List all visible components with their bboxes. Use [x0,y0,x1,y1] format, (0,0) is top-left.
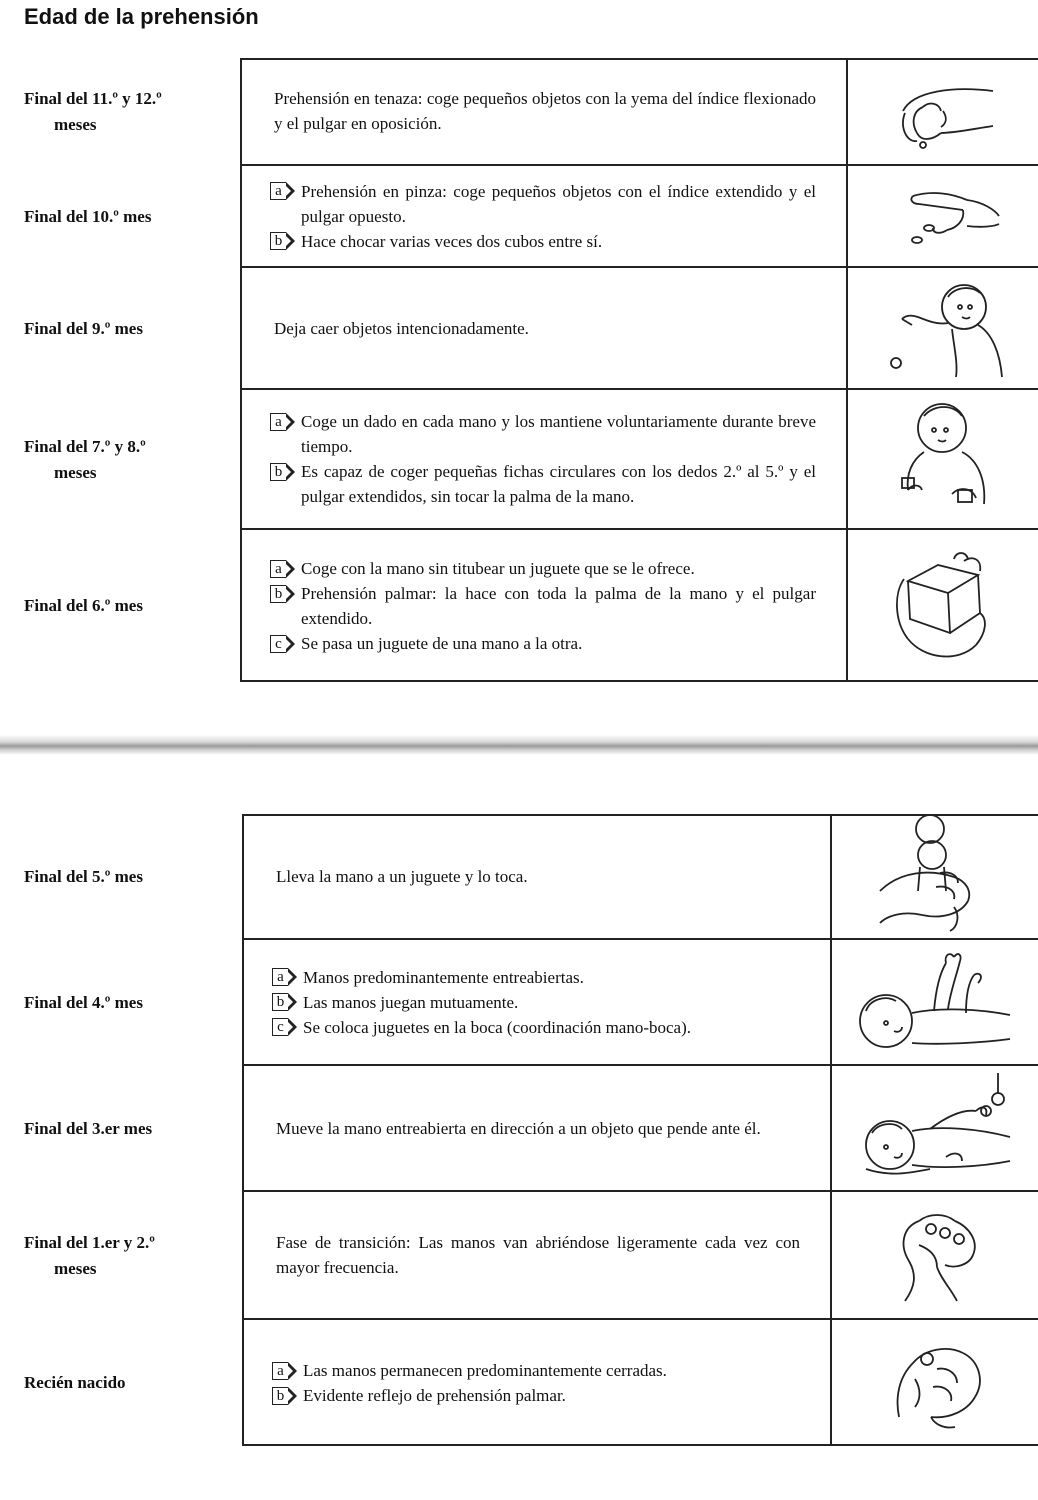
age-label-line1: Recién nacido [24,1373,126,1392]
milestone-item-text: Las manos juegan mutuamente. [303,992,519,1012]
baby-reaching-hanging-toy-icon [850,1073,1020,1183]
age-label-line1: Final del 9.º mes [24,319,143,338]
milestone-item [278,1358,800,1383]
illustration-cell [832,940,1038,1066]
milestone-description [242,1192,832,1320]
milestone-item-text: Hace chocar varias veces dos cubos entre sí. [301,231,603,251]
illustration-cell [832,1320,1038,1446]
milestone-text: Lleva la mano a un juguete y lo toca. [276,866,528,886]
milestone-item-text: Prehensión palmar: la hace con toda la palma de la mano y el pulgar extendido. [301,584,816,628]
milestone-description [242,1320,832,1446]
age-label-line1: Final del 10.º mes [24,207,152,226]
age-label [24,1370,234,1396]
milestone-item [278,1383,800,1408]
item-marker-b: b [272,990,297,1015]
item-marker-a: a [272,1358,297,1383]
milestone-description [242,814,832,940]
age-label-line1: Final del 4.º mes [24,993,143,1012]
illustration-cell [832,814,1038,940]
milestone-text: Prehensión en tenaza: coge pequeños objetos con la yema del índice flexionado y el pulgar en oposición. [274,89,816,133]
milestone-item-text: Las manos permanecen predominantemente cerradas. [303,1361,667,1380]
age-label-line1: Final del 1.er y 2.º [24,1233,155,1252]
milestone-item-text: Manos predominantemente entreabiertas. [303,967,584,987]
illustration-cell [832,1066,1038,1192]
milestone-item-text: Se pasa un juguete de una mano a la otra. [301,634,583,653]
age-label-line1: Final del 11.º y 12.º [24,89,162,108]
item-marker-a: a [270,409,295,434]
age-label [24,864,234,890]
hand-touching-toy-icon [870,811,1000,941]
milestone-item-text: Es capaz de coger pequeñas fichas circulares con los dedos 2.º al 5.º y el pulgar extendidos, sin tocar la palma de la mano. [301,462,816,506]
item-marker-a: a [270,179,295,204]
milestone-item [278,965,800,990]
item-marker-b: b [270,459,295,484]
age-label [24,1116,234,1142]
age-label-line1: Final del 5.º mes [24,867,143,886]
illustration-cell [832,1192,1038,1320]
item-marker-b: b [270,581,295,606]
item-marker-b: b [270,229,295,254]
milestone-item [278,1015,800,1040]
milestone-description [242,940,832,1066]
item-marker-c: c [272,1015,297,1040]
milestone-item-text: Se coloca juguetes en la boca (coordinación mano-boca). [303,1017,692,1037]
milestone-item-text: Coge con la mano sin titubear un juguete que se le ofrece. [301,559,695,578]
age-label [24,1230,234,1282]
age-label-line1: Final del 6.º mes [24,596,143,615]
half-open-hand-icon [875,1205,995,1305]
milestone-item-text: Coge un dado en cada mano y los mantiene voluntariamente durante breve tiempo. [301,412,816,456]
item-marker-a: a [272,965,297,990]
age-label-line1: Final del 7.º y 8.º [24,437,146,456]
milestone-text: Mueve la mano entreabierta en dirección a un objeto que pende ante él. [276,1118,761,1138]
milestone-description [242,1066,832,1192]
baby-lying-hands-up-icon [850,947,1020,1057]
age-label-line1: Final del 3.er mes [24,1119,153,1138]
item-marker-c: c [270,631,295,656]
age-label-line2: meses [54,1259,97,1278]
page-title: Edad de la prehensión [24,4,259,29]
milestone-item-text: Prehensión en pinza: coge pequeños objetos con el índice extendido y el pulgar opuesto. [301,181,816,226]
closed-fist-icon [875,1333,995,1433]
age-label [24,990,234,1016]
milestone-item-text: Evidente reflejo de prehensión palmar. [303,1386,566,1405]
milestone-text: Deja caer objetos intencionadamente. [274,318,529,338]
age-label-line2: meses [54,115,97,134]
milestone-text: Fase de transición: Las manos van abriéndose ligeramente cada vez con mayor frecuencia. [276,1233,800,1277]
item-marker-a: a [270,556,295,581]
age-label-line2: meses [54,463,97,482]
item-marker-b: b [272,1383,297,1408]
milestone-item [278,990,800,1015]
